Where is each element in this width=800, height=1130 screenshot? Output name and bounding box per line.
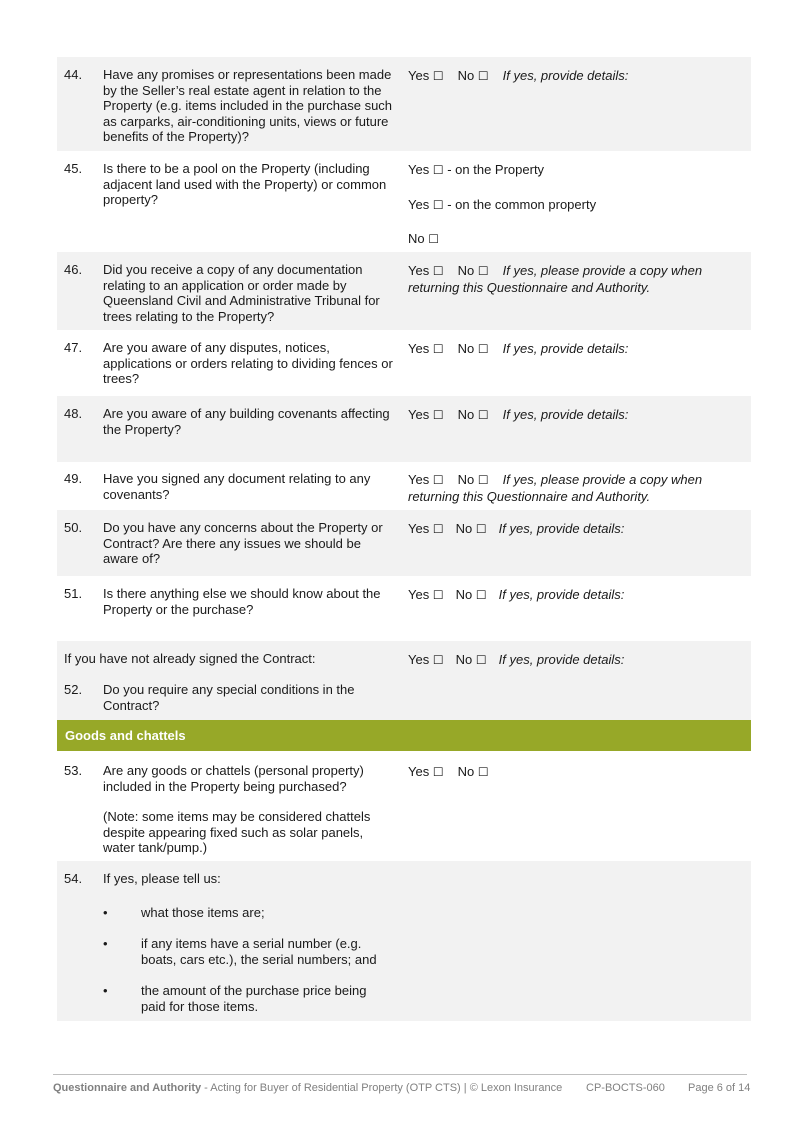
question-text: Have you signed any document relating to any covenants? xyxy=(103,471,371,502)
question-row-52 xyxy=(57,641,751,720)
question-text: Is there anything else we should know about the Property or the purchase? xyxy=(103,586,381,617)
footer-page-number: Page 6 of 14 xyxy=(688,1082,751,1094)
contract-note: If you have not already signed the Contract: xyxy=(64,651,316,666)
question-text: Are you aware of any building covenants affecting the Property? xyxy=(103,406,390,437)
section-header-goods xyxy=(57,720,751,751)
bullet-point: • xyxy=(103,936,108,951)
no-checkbox[interactable]: ☐ xyxy=(477,69,489,83)
yes-label: Yes xyxy=(408,263,430,278)
no-label: No xyxy=(455,587,473,602)
question-row-51 xyxy=(57,576,751,641)
question-number: 53. xyxy=(64,763,83,778)
question-row-54 xyxy=(57,861,751,1021)
answer-options xyxy=(408,472,748,504)
option-label: - on the Property xyxy=(447,162,545,177)
question-number: 50. xyxy=(64,520,83,535)
answer-options xyxy=(408,764,748,781)
yes-checkbox[interactable]: ☐ xyxy=(432,522,444,536)
yes-label: Yes xyxy=(408,472,430,487)
footer-doc-title: Questionnaire and Authority xyxy=(53,1082,202,1094)
question-number: 46. xyxy=(64,262,83,277)
no-label: No xyxy=(457,263,475,278)
yes-label: Yes xyxy=(408,652,430,667)
question-text: Is there to be a pool on the Property (including adjacent land used with the Property) or common property? xyxy=(103,161,387,207)
question-number: 45. xyxy=(64,161,83,176)
bullet-point: • xyxy=(103,983,108,998)
details-instruction: If yes, provide details: xyxy=(502,407,629,422)
question-note: (Note: some items may be considered chattels despite appearing fixed such as solar panels, water tank/pump.) xyxy=(103,809,371,855)
yes-checkbox[interactable]: ☐ xyxy=(432,653,444,667)
question-number: 44. xyxy=(64,67,83,82)
answer-options xyxy=(408,587,748,604)
list-item: if any items have a serial number (e.g. boats, cars etc.), the serial numbers; and xyxy=(141,936,377,967)
yes-label: Yes xyxy=(408,521,430,536)
question-number: 54. xyxy=(64,871,83,886)
answer-options xyxy=(408,652,748,669)
no-label: No xyxy=(457,764,475,779)
no-label: No xyxy=(455,652,473,667)
question-row-53 xyxy=(57,751,751,861)
no-checkbox[interactable]: ☐ xyxy=(477,473,489,487)
details-instruction: If yes, provide details: xyxy=(498,521,625,536)
option-label: - on the common property xyxy=(447,196,597,212)
question-number: 48. xyxy=(64,406,83,421)
footer-code: CP-BOCTS-060 xyxy=(586,1082,665,1094)
list-item: the amount of the purchase price being paid for those items. xyxy=(141,983,367,1014)
yes-label: Yes xyxy=(408,587,430,602)
no-checkbox[interactable]: ☐ xyxy=(475,588,487,602)
yes-checkbox[interactable]: ☐ xyxy=(432,588,444,602)
no-checkbox[interactable]: ☐ xyxy=(428,232,440,246)
question-number: 47. xyxy=(64,340,83,355)
no-label: No xyxy=(455,521,473,536)
yes-label: Yes xyxy=(408,196,430,212)
details-instruction: If yes, provide details: xyxy=(498,587,625,602)
footer-doc-subtitle: - Acting for Buyer of Residential Property (OTP CTS) | © Lexon Insurance xyxy=(201,1082,563,1094)
question-number: 52. xyxy=(64,682,83,697)
yes-property-checkbox[interactable]: ☐ xyxy=(432,163,444,177)
no-label: No xyxy=(408,231,425,246)
yes-checkbox[interactable]: ☐ xyxy=(432,408,444,422)
yes-common-checkbox[interactable]: ☐ xyxy=(432,197,444,212)
yes-checkbox[interactable]: ☐ xyxy=(432,264,444,278)
question-number: 51. xyxy=(64,586,83,601)
no-checkbox[interactable]: ☐ xyxy=(477,408,489,422)
no-label: No xyxy=(457,341,475,356)
answer-options xyxy=(408,407,748,424)
question-row-44 xyxy=(57,57,751,151)
question-text: Have any promises or representations been made by the Seller’s real estate agent in relation to the Property (e.g. items included in the purchase such as carparks, air-conditioning units, views or future benefits of the Property)? xyxy=(103,67,393,144)
details-instruction: If yes, provide details: xyxy=(502,341,629,356)
footer-title xyxy=(53,1081,562,1097)
copy-instruction: If yes, please provide a copy when xyxy=(502,472,703,487)
section-title: Goods and chattels xyxy=(65,728,186,743)
bullet-point: • xyxy=(103,905,108,920)
no-label: No xyxy=(457,68,475,83)
yes-label: Yes xyxy=(408,407,430,422)
question-row-47 xyxy=(57,330,751,396)
answer-options xyxy=(408,521,748,538)
yes-label: Yes xyxy=(408,341,430,356)
copy-instruction-cont: returning this Questionnaire and Authority. xyxy=(408,279,651,295)
question-row-45 xyxy=(57,151,751,252)
details-instruction: If yes, provide details: xyxy=(498,652,625,667)
yes-checkbox[interactable]: ☐ xyxy=(432,342,444,356)
no-label: No xyxy=(457,407,475,422)
question-text: Do you have any concerns about the Property or Contract? Are there any issues we should be aware of? xyxy=(103,520,383,566)
yes-label: Yes xyxy=(408,68,430,83)
question-number: 49. xyxy=(64,471,83,486)
question-text: Do you require any special conditions in the Contract? xyxy=(103,682,355,713)
list-item: what those items are; xyxy=(141,905,265,920)
copy-instruction-cont: returning this Questionnaire and Authority. xyxy=(408,488,651,504)
details-instruction: If yes, provide details: xyxy=(502,68,629,83)
yes-checkbox[interactable]: ☐ xyxy=(432,473,444,487)
answer-options xyxy=(408,68,748,85)
no-checkbox[interactable]: ☐ xyxy=(477,342,489,356)
question-text-main: Are any goods or chattels (personal property) included in the Property being purchased? xyxy=(103,763,364,794)
no-checkbox[interactable]: ☐ xyxy=(477,765,489,779)
question-row-50 xyxy=(57,510,751,576)
yes-checkbox[interactable]: ☐ xyxy=(432,69,444,83)
no-checkbox[interactable]: ☐ xyxy=(475,653,487,667)
question-text: Are you aware of any disputes, notices, applications or orders relating to dividing fences or trees? xyxy=(103,340,393,386)
question-row-49 xyxy=(57,462,751,510)
yes-label: Yes xyxy=(408,162,430,177)
no-label: No xyxy=(457,472,475,487)
answer-options xyxy=(408,162,748,248)
question-text: Did you receive a copy of any documentation relating to an application or order made by Queensland Civil and Administrative Tribunal for trees relating to the Property? xyxy=(103,262,380,324)
answer-options xyxy=(408,341,748,358)
question-text: If yes, please tell us: xyxy=(103,871,221,886)
no-checkbox[interactable]: ☐ xyxy=(477,264,489,278)
question-text xyxy=(103,763,395,856)
question-row-46 xyxy=(57,252,751,330)
yes-label: Yes xyxy=(408,764,430,779)
copy-instruction: If yes, please provide a copy when xyxy=(502,263,703,278)
question-row-48 xyxy=(57,396,751,462)
footer-divider xyxy=(53,1074,747,1075)
answer-options xyxy=(408,263,748,295)
no-checkbox[interactable]: ☐ xyxy=(475,522,487,536)
yes-checkbox[interactable]: ☐ xyxy=(432,765,444,779)
